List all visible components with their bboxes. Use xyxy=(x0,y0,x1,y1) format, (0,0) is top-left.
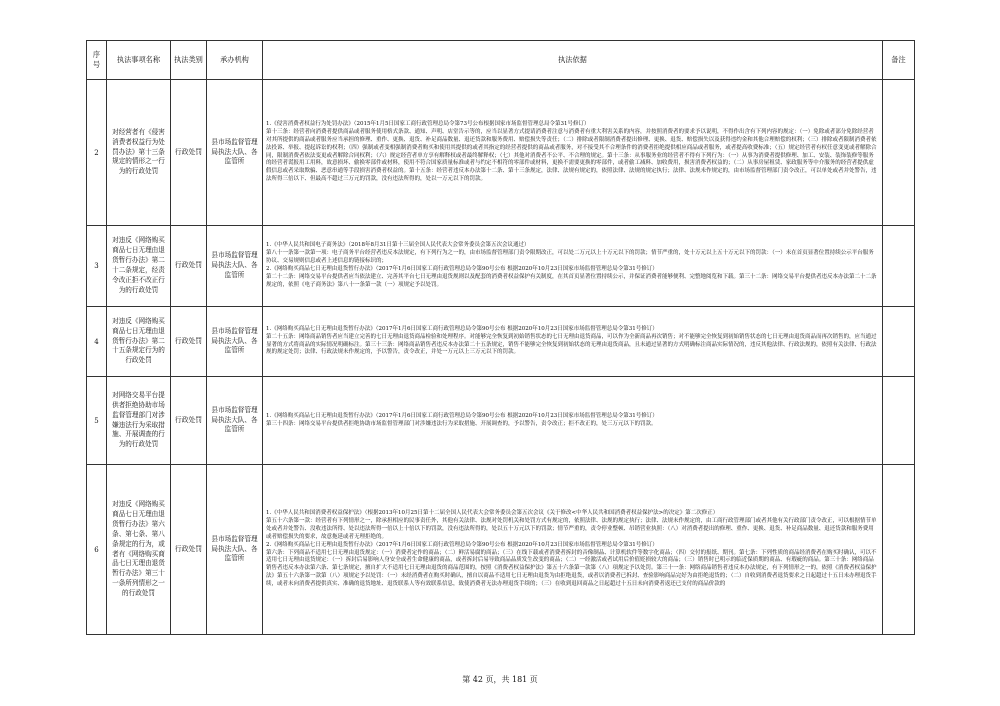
legal-basis xyxy=(263,465,883,635)
basis-line: 1.《网络购买商品七日无理由退货暂行办法》（2017年1月6日国家工商行政管理总局令第90号公布 根据2020年10月23日国家市场监督管理总局令第31号修订） xyxy=(266,325,658,332)
header-organization: 承办机构 xyxy=(207,41,263,80)
table-row xyxy=(87,226,915,307)
item-category: 行政处罚 xyxy=(171,377,207,465)
row-number: 6 xyxy=(87,465,107,635)
remarks-cell xyxy=(883,226,915,307)
item-organization: 县市场监督管理局执法大队、各监管所 xyxy=(207,465,263,635)
item-organization: 县市场监督管理局执法大队、各监管所 xyxy=(207,80,263,226)
basis-line: 2.《网络购买商品七日无理由退货暂行办法》（2017年1月6日国家工商行政管理总局令第90号公布 根据2020年10月23日国家市场监督管理总局令第31号修订） xyxy=(266,541,658,548)
item-category: 行政处罚 xyxy=(171,307,207,377)
basis-line: 第十三条：经营者向消费者提供商品或者服务使用格式条款、通知、声明、店堂告示等的，应当以显著方式提请消费者注意与消费者有重大利害关系的内容，并按照消费者的要求予以说明，不得作出含有下列内容的规定：（一）免除或者部分免除经营者对其所提供的商品或者服务应当承担的修理、重作、更换、退货、补足商品数量、退还货款和服务费用、赔偿损失等责任；（二）排除或者限制消费者提出修理、更换、退货、赔偿损失以及获得违约金和其他合理赔偿的权利；（三）排除或者限制消费者依法投诉、举报、提起诉讼的权利；（四）强制或者变相强制消费者购买和使用其提供的或者其指定的经营者提供的商品或者服务，对不接受其不合理条件的消费者拒绝提供相应商品或者服务，或者提高收费标准；（五）规定经营者有权任意变更或者解除合同，限制消费者依法变更或者解除合同权利；（六）规定经营者单方享有解释权或者最终解释权；（七）其他对消费者不公平、不合理的规定。第十三条：从事服务业的经营者不得有下列行为：（一）从事为消费者提供修理、加工、安装、装饰装修等服务的经营者谎报用工用料，故意损坏、偷换零部件或材料，使用不符合国家质量标准或者与约定不相符的零部件或材料，更换不需要更换的零部件，或者偷工减料、加收费用，损害消费者权益的；（二）从事房屋租赁、家政服务等中介服务的经营者提供虚假信息或者采取欺骗、恶意串通等手段损害消费者权益的。第十五条：经营者违反本办法第十二条、第十三条规定，法律、法规有规定的，依照法律、法规的规定执行；法律、法规未作规定的，由市场监督管理部门责令改正，可以单处或者并处警告，违法所得三倍以下、但最高不超过三万元的罚款，没有违法所得的，处以一万元以下的罚款。 xyxy=(266,128,877,183)
table-row xyxy=(87,377,915,465)
remarks-cell xyxy=(883,307,915,377)
basis-line: 第二十二条：网络交易平台提供者应当依法建立、完善其平台七日无理由退货规则以及配套的消费者权益保护有关制度，在其首页显著位置持续公示，并保证消费者能够便利、完整地阅览和下载。第三十二条：网络交易平台提供者违反本办法第二十二条规定的，依照《电子商务法》第八十一条第一款（一）项规定予以处罚。 xyxy=(266,273,877,288)
basis-line: 1.《网络购买商品七日无理由退货暂行办法》（2017年1月6日国家工商行政管理总局令第90号公布 根据2020年10月23日国家市场监督管理总局令第31号修订） xyxy=(266,412,658,419)
table-header-row xyxy=(87,41,915,80)
item-name: 对违反《网络购买商品七日无理由退货暂行办法》第六条、第七条、第八条规定的行为，或者有《网络购买商品七日无理由退货暂行办法》第三十一条所列情形之一的行政处罚 xyxy=(107,465,171,635)
basis-line: 1.《中华人民共和国消费者权益保护法》（根据2013年10月25日第十二届全国人民代表大会常务委员会第五次会议《关于修改<中华人民共和国消费者权益保护法>的决定》第二次修正） xyxy=(266,509,719,516)
legal-basis xyxy=(263,226,883,307)
table-row xyxy=(87,80,915,226)
legal-basis xyxy=(263,377,883,465)
table-row xyxy=(87,307,915,377)
basis-line: 第八十一条第一款第一项：电子商务平台经营者违反本法规定，有下列行为之一的，由市场监督管理部门责令限期改正，可以处二万元以上十万元以下的罚款；情节严重的，处十万元以上五十万元以下的罚款：（一）未在首页显著位置持续公示平台服务协议、交易规则信息或者上述信息的链接标识的； xyxy=(266,250,874,265)
item-category: 行政处罚 xyxy=(171,465,207,635)
page-number-footer: 第 42 页，共 181 页 xyxy=(462,675,538,684)
row-number: 2 xyxy=(87,80,107,226)
item-name: 对违反《网络购买商品七日无理由退货暂行办法》第二十二条规定，经责令改正拒不改正行为的行政处罚 xyxy=(107,226,171,307)
item-organization: 县市场监督管理局执法大队、各监管所 xyxy=(207,307,263,377)
item-name: 对网络交易平台提供者拒绝协助市场监督管理部门对涉嫌违法行为采取措施、开展调查的行为的行政处罚 xyxy=(107,377,171,465)
header-legal-basis: 执法依据 xyxy=(263,41,883,80)
basis-line: 第五十六条第一款：经营者有下列情形之一，除承担相应的民事责任外，其他有关法律、法规对处罚机关和处罚方式有规定的，依照法律、法规的规定执行；法律、法规未作规定的，由工商行政管理部门或者其他有关行政部门责令改正，可以根据情节单处或者并处警告、没收违法所得、处以违法所得一倍以上十倍以下的罚款，没有违法所得的，处以五十万元以下的罚款；情节严重的，责令停业整顿、吊销营业执照：（八）对消费者提出的修理、重作、更换、退货、补足商品数量、退还货款和服务费用或者赔偿损失的要求，故意拖延或者无理拒绝的。 xyxy=(266,517,877,540)
header-no: 序号 xyxy=(87,41,107,80)
item-category: 行政处罚 xyxy=(171,226,207,307)
basis-line: 2.《网络购买商品七日无理由退货暂行办法》（2017年1月6日国家工商行政管理总局令第90号公布 根据2020年10月23日国家市场监督管理总局令第31号修订） xyxy=(266,266,658,272)
basis-line: 第二十五条：网络商品销售者应当建立完善的七日无理由退货商品检验和处理程序。对能够完全恢复到初始销售状态的七日无理由退货商品，可以作为全新商品再次销售；对不能够完全恢复到初始销售状态的七日无理由退货商品而再次销售的，应当通过显著的方式将商品的实际情况明确标注。第三十三条：网络商品销售者违反本办法第二十五条规定，销售不能够完全恢复到初始状态的无理由退货商品，且未通过显著的方式明确标注商品实际情况的，违反其他法律、行政法规的，依照有关法律、行政法规的规定处罚；法律、行政法规未作规定的，予以警告，责令改正，并处一万元以上三万元以下的罚款。 xyxy=(266,333,877,356)
header-item-name: 执法事项名称 xyxy=(107,41,171,80)
enforcement-table xyxy=(86,40,915,635)
item-organization: 县市场监督管理局执法大队、各监管所 xyxy=(207,377,263,465)
remarks-cell xyxy=(883,80,915,226)
item-name: 对违反《网络购买商品七日无理由退货暂行办法》第二十五条规定行为的行政处罚 xyxy=(107,307,171,377)
basis-line: 1.《侵害消费者权益行为处罚办法》（2015年1月5日国家工商行政管理总局令第73号公布根据国家市场监督管理总局令第31号修订） xyxy=(266,120,590,127)
basis-line: 第三十四条：网络交易平台提供者拒绝协助市场监督管理部门对涉嫌违法行为采取措施、开展调查的，予以警告，责令改正；拒不改正的，处三万元以下的罚款。 xyxy=(266,420,657,427)
item-organization: 县市场监督管理局执法大队、各监管所 xyxy=(207,226,263,307)
legal-basis xyxy=(263,307,883,377)
table-row xyxy=(87,465,915,635)
row-number: 4 xyxy=(87,307,107,377)
remarks-cell xyxy=(883,377,915,465)
header-remarks: 备注 xyxy=(883,41,915,80)
legal-basis xyxy=(263,80,883,226)
row-number: 5 xyxy=(87,377,107,465)
row-number: 3 xyxy=(87,226,107,307)
header-category: 执法类别 xyxy=(171,41,207,80)
item-name: 对经营者有《侵害消费者权益行为处罚办法》第十三条规定的情形之一行为的行政处罚 xyxy=(107,80,171,226)
item-category: 行政处罚 xyxy=(171,80,207,226)
remarks-cell xyxy=(883,465,915,635)
basis-line: 第六条：下列商品不适用七日无理由退货规定：（一）消费者定作的商品；（二）鲜活易腐的商品；（三）在线下载或者消费者拆封的音像制品、计算机软件等数字化商品；（四）交付的报纸、期刊。第七条：下列性质的商品经消费者在购买时确认，可以不适用七日无理由退货规定：（一）拆封后易影响人身安全或者生命健康的商品，或者拆封后易导致商品品质发生改变的商品；（二）一经激活或者试用后价值贬损较大的商品；（三）销售时已明示的临近保质期的商品、有瑕疵的商品。第三十条：网络商品销售者违反本办法第六条、第七条规定，擅自扩大不适用七日无理由退货的商品范围的，按照《消费者权益保护法》第五十六条第一款第（八）项规定予以处罚。第三十一条：网络商品销售者违反本办法规定，有下列情形之一的，依照《消费者权益保护法》第五十六条第一款第（八）项规定予以处罚：（一）未经消费者在购买时确认，擅自以商品不适用七日无理由退货为由拒绝退货，或者以消费者已拆封、查验影响商品完好为由拒绝退货的；（二）自收到消费者退货要求之日起超过十五日未办理退货手续，或者未向消费者提供真实、准确的退货地址、退货联系人等有效联系信息，致使消费者无法办理退货手续的；（三）在收到退回商品之日起超过十五日未向消费者返还已支付的商品价款的 xyxy=(266,549,877,588)
basis-line: 1.《中华人民共和国电子商务法》（2018年8月31日第十三届全国人民代表大会常务委员会第五次会议通过） xyxy=(266,242,530,249)
